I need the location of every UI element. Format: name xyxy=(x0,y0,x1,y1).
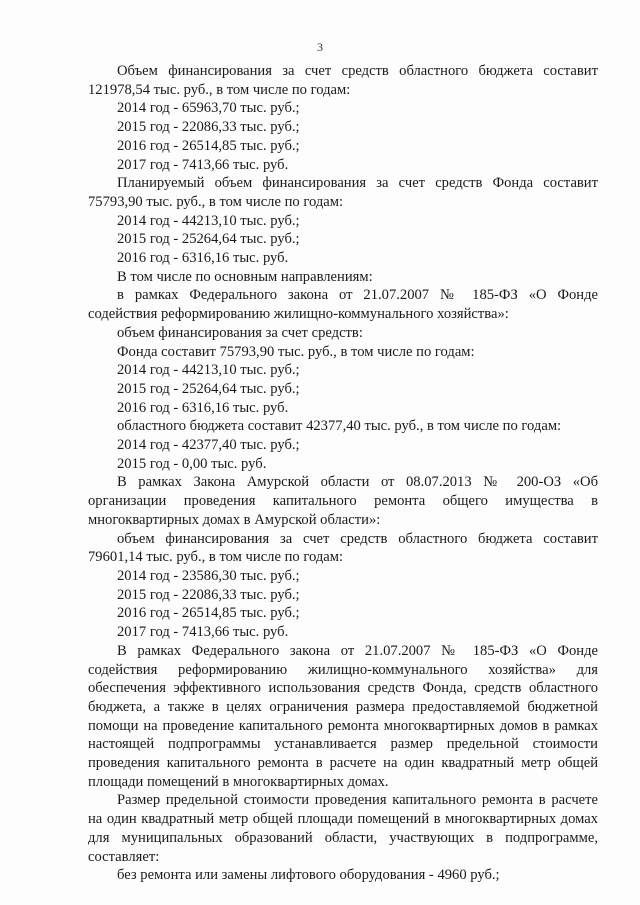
text-line: 2015 год - 0,00 тыс. руб. xyxy=(117,455,267,472)
text-line: Фонда составит 75793,90 тыс. руб., в том числе по годам: xyxy=(117,343,475,360)
text-line: без ремонта или замены лифтового оборудования - 4960 руб.; xyxy=(117,867,500,884)
text-line: 2014 год - 23586,30 тыс. руб.; xyxy=(117,567,300,584)
paragraph: Объем финансирования за счет средств областного бюджета составит 121978,54 тыс. руб., в том числе по годам: xyxy=(88,63,598,98)
text-line: объем финансирования за счет средств: xyxy=(117,324,363,341)
document-body xyxy=(88,62,598,885)
text-line: 2016 год - 26514,85 тыс. руб.; xyxy=(117,605,300,622)
paragraph: Размер предельной стоимости проведения капитального ремонта в расчете на один квадратный метр общей площади помещений в многоквартирных домах для муниципальных образований области, участвующих в подпрограмме, составляет: xyxy=(88,792,598,865)
text-line: 2015 год - 25264,64 тыс. руб.; xyxy=(117,231,300,248)
text-line: областного бюджета составит 42377,40 тыс. руб., в том числе по годам: xyxy=(117,418,562,435)
text-line: 2016 год - 6316,16 тыс. руб. xyxy=(117,399,289,416)
text-line: 2015 год - 25264,64 тыс. руб.; xyxy=(117,380,300,397)
text-line: 2017 год - 7413,66 тыс. руб. xyxy=(117,156,289,173)
paragraph: в рамках Федерального закона от 21.07.2007 № 185-ФЗ «О Фонде содействия реформированию жилищно-коммунального хозяйства»: xyxy=(88,287,598,323)
text-line: 2014 год - 44213,10 тыс. руб.; xyxy=(117,212,300,229)
page-number: 3 xyxy=(317,40,323,54)
text-line: 2016 год - 26514,85 тыс. руб.; xyxy=(117,137,300,154)
text-line: В том числе по основным направлениям: xyxy=(117,268,373,285)
paragraph: Планируемый объем финансирования за счет средств Фонда составит 75793,90 тыс. руб., в том числе по годам: xyxy=(88,175,598,210)
text-line: 2015 год - 22086,33 тыс. руб.; xyxy=(117,119,300,136)
paragraph: В рамках Закона Амурской области от 08.07.2013 № 200-ОЗ «Об организации проведения капитального ремонта общего имущества в многоквартирных домах в Амурской области»: xyxy=(88,474,598,528)
text-line: 2017 год - 7413,66 тыс. руб. xyxy=(117,624,289,641)
text-line: 2014 год - 65963,70 тыс. руб.; xyxy=(117,100,300,117)
paragraph: объем финансирования за счет средств областного бюджета составит 79601,14 тыс. руб., в том числе по годам: xyxy=(88,530,598,566)
text-line: 2014 год - 42377,40 тыс. руб.; xyxy=(117,437,300,454)
text-line: 2016 год - 6316,16 тыс. руб. xyxy=(117,250,289,267)
text-line: 2014 год - 44213,10 тыс. руб.; xyxy=(117,362,300,379)
paragraph: В рамках Федерального закона от 21.07.2007 № 185-ФЗ «О Фонде содействия реформированию жилищно-коммунального хозяйства» для обеспечения эффективного использования средств Фонда, средств областного бюджета, а также в целях ограничения размера предоставляемой бюджетной помощи на проведение капитального ремонта многоквартирных домов в рамках настоящей подпрограммы устанавливается размер предельной стоимости проведения капитального ремонта в расчете на один квадратный метр общей площади помещений в многоквартирных домах. xyxy=(88,642,598,790)
text-line: 2015 год - 22086,33 тыс. руб.; xyxy=(117,586,300,603)
